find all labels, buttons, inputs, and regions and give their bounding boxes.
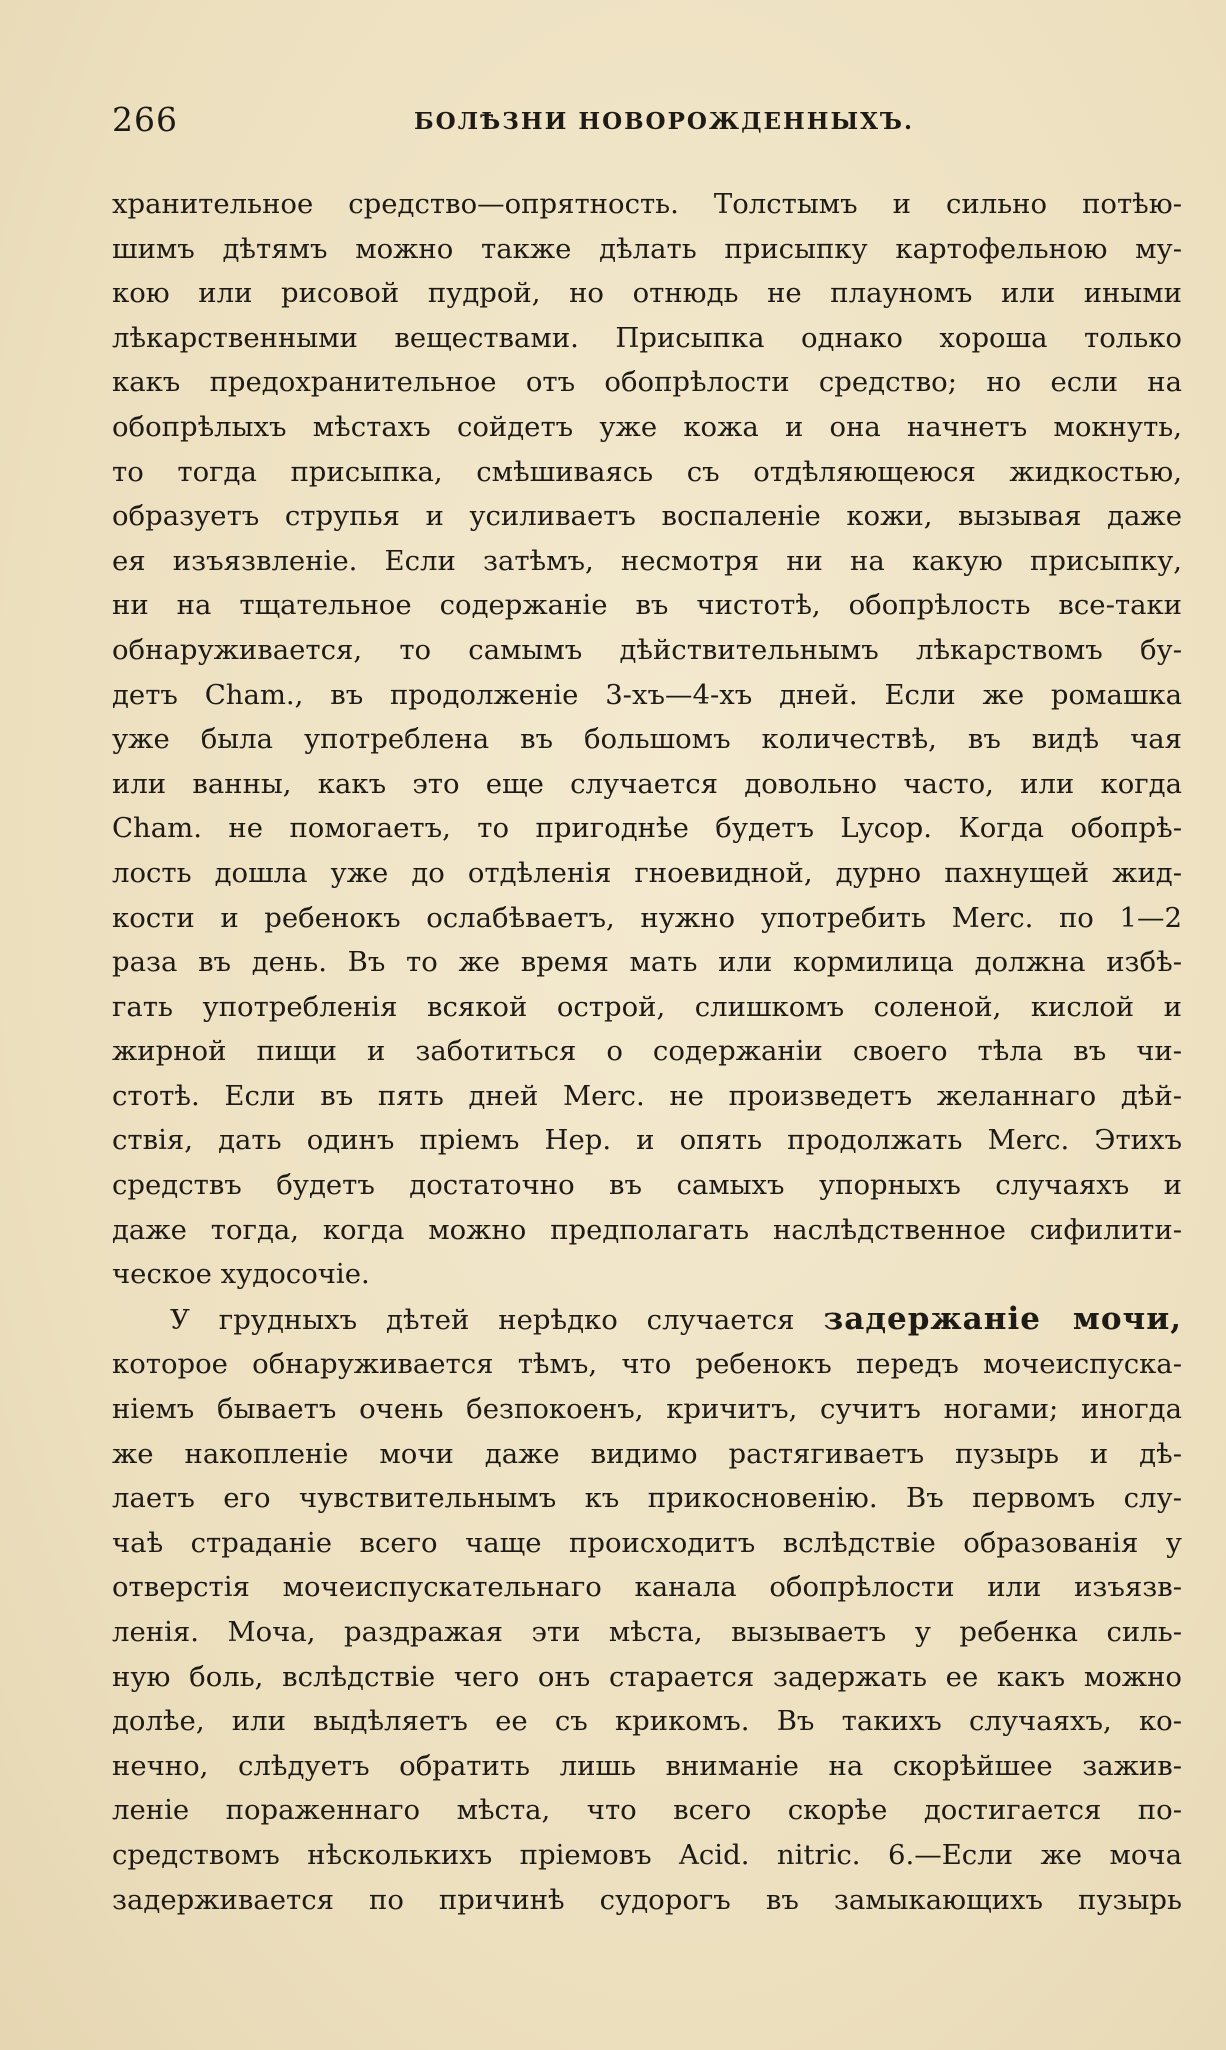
text-line: Cham. не помогаетъ, то пригоднѣе будетъ Lycop. Когда обопрѣ- xyxy=(112,812,1182,845)
text-line: ніемъ бываетъ очень безпокоенъ, кричитъ, сучитъ ногами; иногда xyxy=(112,1393,1182,1426)
text-line: образуетъ струпья и усиливаетъ воспаленіе кожи, вызывая даже xyxy=(112,500,1182,533)
page-number: 266 xyxy=(112,100,178,139)
body-text xyxy=(112,182,1182,1922)
text-line: гать употребленія всякой острой, слишкомъ соленой, кислой и xyxy=(112,990,1182,1023)
running-head: БОЛѢЗНИ НОВОРОЖДЕННЫХЪ. xyxy=(414,108,915,135)
text-line: нечно, слѣдуетъ обратить лишь вниманіе на скорѣйшее зажив- xyxy=(112,1749,1182,1782)
text-line: ствія, дать одинъ пріемъ Hep. и опять продолжать Merc. Этихъ xyxy=(112,1124,1182,1157)
text-line: чаѣ страданіе всего чаще происходитъ вслѣдствіе образованія у xyxy=(112,1526,1182,1559)
text-line: кою или рисовой пудрой, но отнюдь не плауномъ или иными xyxy=(112,277,1182,310)
text-line: то тогда присыпка, смѣшиваясь съ отдѣляющеюся жидкостью, xyxy=(112,455,1182,488)
text-line: ея изъязвленіе. Если затѣмъ, несмотря ни на какую присыпку, xyxy=(112,544,1182,577)
text-line: или ванны, какъ это еще случается довольно часто, или когда xyxy=(112,767,1182,800)
text-line: ческое худосочіе. xyxy=(112,1258,370,1291)
text-line: средствъ будетъ достаточно въ самыхъ упорныхъ случаяхъ и xyxy=(112,1169,1182,1202)
text-line: задерживается по причинѣ судорогъ въ замыкающихъ пузырь xyxy=(112,1883,1182,1916)
text-line: какъ предохранительное отъ обопрѣлости средство; но если на xyxy=(112,366,1182,399)
text-line: уже была употреблена въ большомъ количествѣ, въ видѣ чая xyxy=(112,723,1182,756)
text-line: которое обнаруживается тѣмъ, что ребенокъ передъ мочеиспуска- xyxy=(112,1348,1182,1381)
text-line: жирной пищи и заботиться о содержаніи своего тѣла въ чи- xyxy=(112,1035,1182,1068)
text-line: детъ Cham., въ продолженіе 3-хъ—4-хъ дней. Если же ромашка xyxy=(112,678,1182,711)
text-line: кости и ребенокъ ослабѣваетъ, нужно употребить Merc. по 1—2 xyxy=(112,901,1182,934)
text-line: стотѣ. Если въ пять дней Merc. не произведетъ желаннаго дѣй- xyxy=(112,1079,1182,1112)
emphasized-term: задержаніе мочи, xyxy=(823,1300,1182,1337)
text-line: ленія. Моча, раздражая эти мѣста, вызываетъ у ребенка силь- xyxy=(112,1616,1182,1648)
text-line: лаетъ его чувствительнымъ къ прикосновенію. Въ первомъ слу- xyxy=(112,1482,1182,1515)
text-fragment: У грудныхъ дѣтей нерѣдко случается xyxy=(170,1303,824,1336)
text-line: хранительное средство—опрятность. Толстымъ и сильно потѣю- xyxy=(112,188,1182,220)
text-line: ную боль, вслѣдствіе чего онъ старается задержать ее какъ можно xyxy=(112,1660,1182,1693)
text-line: лость дошла уже до отдѣленія гноевидной, дурно пахнущей жид- xyxy=(112,856,1182,889)
text-line: отверстія мочеиспускательнаго канала обопрѣлости или изъязв- xyxy=(112,1571,1182,1604)
text-line: даже тогда, когда можно предполагать наслѣдственное сифилити- xyxy=(112,1213,1182,1246)
text-line: обнаруживается, то самымъ дѣйствительнымъ лѣкарствомъ бу- xyxy=(112,633,1182,666)
book-page xyxy=(112,100,1182,1922)
text-line: ни на тщательное содержаніе въ чистотѣ, обопрѣлость все-таки xyxy=(112,589,1182,622)
text-line: долѣе, или выдѣляетъ ее съ крикомъ. Въ такихъ случаяхъ, ко- xyxy=(112,1705,1182,1738)
text-line: лѣкарственными веществами. Присыпка однако хороша только xyxy=(112,321,1182,354)
paragraph-start-line xyxy=(112,1297,1182,1343)
text-line: средствомъ нѣсколькихъ пріемовъ Acid. nitric. 6.—Если же моча xyxy=(112,1838,1182,1871)
page-header xyxy=(112,100,1182,156)
text-line: раза въ день. Въ то же время мать или кормилица должна избѣ- xyxy=(112,946,1182,979)
text-line: леніе пораженнаго мѣста, что всего скорѣе достигается по- xyxy=(112,1794,1182,1827)
text-line: же накопленіе мочи даже видимо растягиваетъ пузырь и дѣ- xyxy=(112,1437,1182,1470)
text-line: обопрѣлыхъ мѣстахъ сойдетъ уже кожа и она начнетъ мокнуть, xyxy=(112,410,1182,443)
text-line: шимъ дѣтямъ можно также дѣлать присыпку картофельною му- xyxy=(112,232,1182,265)
